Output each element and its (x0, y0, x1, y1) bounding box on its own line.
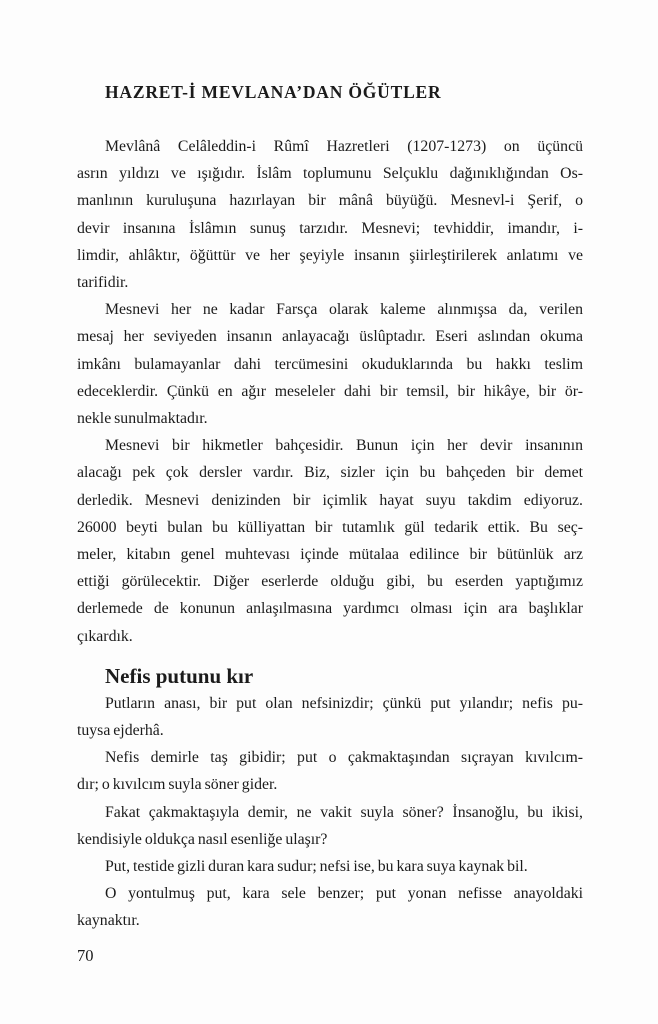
text-line: kaynaktır. (77, 912, 140, 930)
text-line: manlının kuruluşuna hazırlayan bir mânâ büyüğü. Mesnevl-i Şerif, o (77, 192, 583, 210)
text-line: çıkardık. (77, 627, 133, 645)
text-line: Putların anası, bir put olan nefsinizdir; çünkü put yılandır; nefis pu- (105, 694, 583, 712)
text-line: O yontulmuş put, kara sele benzer; put yonan nefisse anayoldaki (105, 885, 583, 903)
paragraph (77, 880, 583, 934)
paragraph (77, 133, 583, 296)
paragraph (77, 690, 583, 744)
text-line: Fakat çakmaktaşıyla demir, ne vakit suyla söner? İnsanoğlu, bu ikisi, (105, 803, 583, 821)
text-line: tarifidir. (77, 274, 129, 292)
text-line: limdir, ahlâktır, öğüttür ve her şeyiyle insanın şiirleştirilerek anlatımı ve (77, 246, 583, 264)
paragraph (77, 432, 583, 650)
text-line: 26000 beyti bulan bu külliyattan bir tutamlık gül tedarik ettik. Bu seç- (77, 518, 583, 536)
text-line: dır; o kıvılcım suyla söner gider. (77, 776, 278, 794)
text-line: derledik. Mesnevi denizinden bir içimlik hayat suyu takdim ediyoruz. (77, 491, 583, 509)
text-line: Mevlânâ Celâleddin-i Rûmî Hazretleri (1207-1273) on üçüncü (105, 138, 583, 155)
text-line: tuysa ejderhâ. (77, 722, 164, 740)
paragraph (77, 744, 583, 798)
text-line: Mesnevi bir hikmetler bahçesidir. Bunun için her devir insanının (105, 437, 583, 455)
text-line: derlemede de konunun anlaşılmasına yardımcı olması için ara başlıklar (77, 600, 583, 618)
text-line: nekle sunulmaktadır. (77, 410, 208, 428)
text-line: meler, kitabın genel muhtevası içinde mütalaa edilince bir bütünlük arz (77, 546, 583, 564)
text-line: Put, testide gizli duran kara sudur; nefsi ise, bu kara suya kaynak bil. (105, 858, 528, 876)
paragraph (77, 799, 583, 853)
text-line: Nefis demirle taş gibidir; put o çakmaktaşından sıçrayan kıvılcım- (105, 749, 583, 767)
page-body (77, 80, 583, 935)
chapter-title: HAZRET-İ MEVLANA’DAN ÖĞÜTLER (105, 82, 442, 102)
text-line: devir insanına İslâmın sunuş tarzıdır. Mesnevi; tevhiddir, imandır, i- (77, 219, 583, 237)
paragraph (77, 296, 583, 432)
text-line: imkânı bulamayanlar dahi tercümesini okuduklarında bu hakkı teslim (77, 355, 583, 373)
text-line: ettiği görülecektir. Diğer eserlerde olduğu gibi, bu eserden yaptığımız (77, 573, 583, 591)
section-subheading: Nefis putunu kır (105, 663, 254, 688)
paragraph (77, 853, 583, 880)
text-line: Mesnevi her ne kadar Farsça olarak kaleme alınmışsa da, verilen (105, 301, 583, 319)
paragraph-container (77, 133, 583, 935)
text-line: kendisiyle oldukça nasıl esenliğe ulaşır? (77, 830, 328, 848)
page-number: 70 (77, 946, 94, 965)
text-line: mesaj her seviyeden insanın anlayacağı üslûptadır. Eseri aslından okuma (77, 328, 583, 346)
text-line: alacağı pek çok dersler vardır. Biz, sizler için bu bahçeden bir demet (77, 464, 583, 482)
text-line: asrın yıldızı ve ışığıdır. İslâm toplumunu Selçuklu dağınıklığından Os- (77, 165, 583, 183)
text-line: edeceklerdir. Çünkü en ağır meseleler dahi bir temsil, bir hikâye, bir ör- (77, 382, 583, 400)
